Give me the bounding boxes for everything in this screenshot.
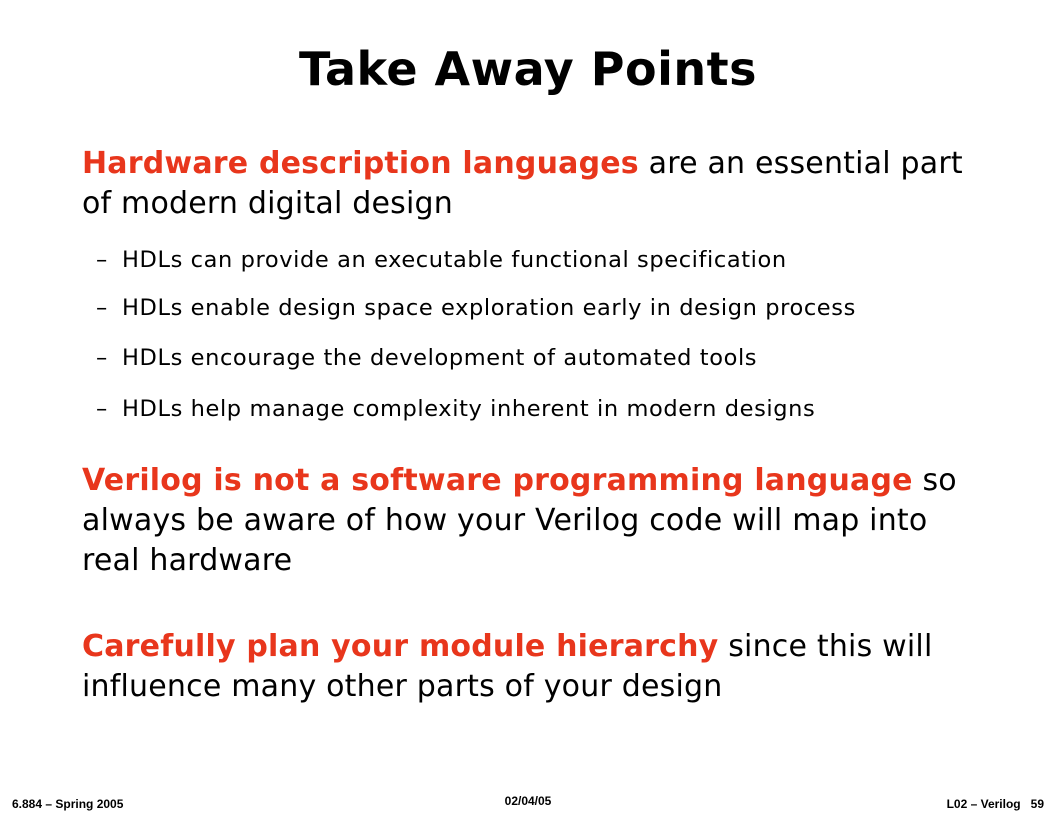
subpoint-4-text: HDLs help manage complexity inherent in modern designs [122, 396, 816, 422]
dash-bullet: – [96, 396, 108, 422]
footer-course: 6.884 – Spring 2005 [12, 797, 124, 811]
subpoint-2-text: HDLs enable design space exploration early in design process [122, 295, 856, 321]
dash-bullet: – [96, 295, 108, 321]
dash-bullet: – [96, 345, 108, 371]
footer-lecture [947, 797, 1044, 811]
point-3-highlight: Carefully plan your module hierarchy [82, 629, 719, 664]
point-3-text: since this will influence many other parts of your design [82, 629, 933, 704]
point-2-text: so always be aware of how your Verilog code will map into real hardware [82, 463, 957, 578]
dash-bullet: – [96, 247, 108, 273]
footer-page-number: 59 [1030, 797, 1044, 811]
subpoint-1 [96, 245, 976, 275]
point-1-highlight: Hardware description languages [82, 146, 639, 181]
take-away-point-3 [82, 627, 982, 707]
subpoint-3-text: HDLs encourage the development of automated tools [122, 345, 758, 371]
subpoint-3 [96, 343, 976, 373]
subpoint-2 [96, 293, 976, 323]
subpoint-1-text: HDLs can provide an executable functional specification [122, 247, 787, 273]
footer-lecture-label: L02 – Verilog [946, 797, 1021, 811]
point-2-highlight: Verilog is not a software programming language [82, 463, 913, 498]
subpoint-4 [96, 394, 976, 424]
footer-date: 02/04/05 [504, 794, 552, 808]
take-away-point-1 [82, 144, 982, 224]
slide-title: Take Away Points [299, 42, 757, 96]
point-1-text: are an essential part of modern digital design [82, 146, 963, 221]
take-away-point-2 [82, 461, 982, 581]
